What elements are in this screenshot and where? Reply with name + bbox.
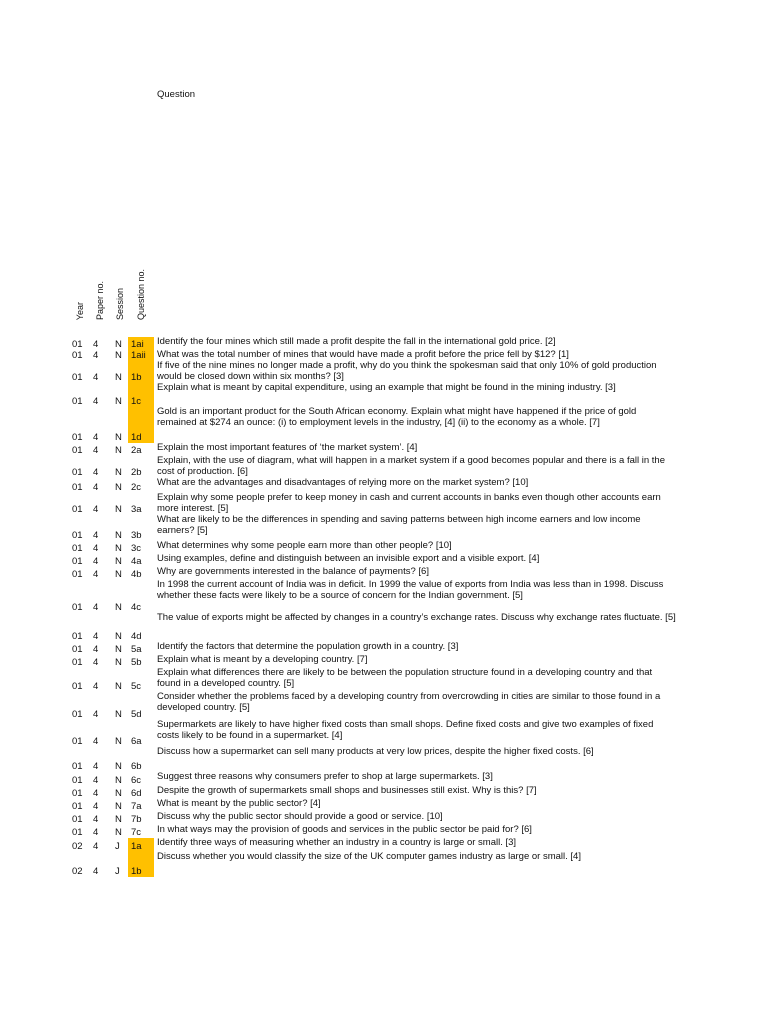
question-no-label: 5a	[131, 644, 142, 655]
paper-no-cell: 4	[93, 709, 99, 720]
question-text-cell: Explain what differences there are likely to be between the population structure found in a developing country and that found in a developed country. [5]	[157, 667, 653, 689]
table-row	[0, 838, 768, 852]
question-text-cell: Supermarkets are likely to have higher fixed costs than small shops. Define fixed costs and give two examples of fixed costs likely to be found in a supermarket. [4]	[157, 719, 654, 741]
question-no-cell	[128, 478, 154, 493]
question-no-label: 1d	[131, 432, 142, 443]
year-cell: 01	[72, 339, 83, 350]
question-text-cell: What are the advantages and disadvantages of relying more on the market system? [10]	[157, 477, 529, 488]
session-cell: N	[115, 761, 122, 772]
paper-no-cell: 4	[93, 788, 99, 799]
session-cell: N	[115, 657, 122, 668]
question-no-label: 4d	[131, 631, 142, 642]
question-text-cell: Suggest three reasons why consumers prefer to shop at large supermarkets. [3]	[157, 771, 493, 782]
paper-no-cell: 4	[93, 681, 99, 692]
table-row	[0, 407, 768, 443]
table-row	[0, 361, 768, 383]
year-cell: 01	[72, 657, 83, 668]
session-cell: N	[115, 504, 122, 515]
session-column-header: Session	[115, 287, 125, 320]
year-cell: 01	[72, 775, 83, 786]
question-text-cell: Why are governments interested in the balance of payments? [6]	[157, 566, 429, 577]
question-no-label: 2a	[131, 445, 142, 456]
year-cell: 01	[72, 372, 83, 383]
question-no-label: 4b	[131, 569, 142, 580]
question-no-cell	[128, 692, 154, 720]
year-cell: 01	[72, 569, 83, 580]
paper-no-cell: 4	[93, 866, 99, 877]
question-no-cell	[128, 580, 154, 613]
question-no-cell	[128, 772, 154, 786]
table-row	[0, 772, 768, 786]
session-cell: N	[115, 644, 122, 655]
question-no-label: 6a	[131, 736, 142, 747]
question-no-cell	[128, 655, 154, 668]
paper-no-cell: 4	[93, 372, 99, 383]
question-no-cell	[128, 456, 154, 478]
question-text-cell: What determines why some people earn more than other people? [10]	[157, 540, 452, 551]
paper-no-column-header: Paper no.	[95, 280, 105, 320]
session-cell: N	[115, 827, 122, 838]
year-cell: 01	[72, 827, 83, 838]
question-no-label: 1b	[131, 866, 142, 877]
table-row	[0, 383, 768, 407]
year-cell: 01	[72, 482, 83, 493]
question-text-cell: Explain the most important features of ‘the market system’. [4]	[157, 442, 418, 453]
table-row	[0, 747, 768, 772]
year-cell: 01	[72, 631, 83, 642]
question-no-cell	[128, 383, 154, 407]
question-no-label: 4a	[131, 556, 142, 567]
paper-no-cell: 4	[93, 467, 99, 478]
session-cell: N	[115, 530, 122, 541]
year-column-header: Year	[75, 301, 85, 320]
year-cell: 01	[72, 602, 83, 613]
paper-no-cell: 4	[93, 841, 99, 852]
paper-no-cell: 4	[93, 761, 99, 772]
question-no-label: 1c	[131, 396, 142, 407]
question-no-label: 1a	[131, 841, 142, 852]
question-table	[0, 337, 768, 877]
question-no-label: 6d	[131, 788, 142, 799]
session-cell: N	[115, 569, 122, 580]
table-row	[0, 613, 768, 642]
question-no-cell	[128, 541, 154, 554]
table-row	[0, 515, 768, 541]
paper-no-cell: 4	[93, 396, 99, 407]
question-no-label: 2c	[131, 482, 142, 493]
table-row	[0, 852, 768, 877]
session-cell: N	[115, 709, 122, 720]
question-text-cell: Despite the growth of supermarkets small shops and businesses still exist. Why is this? [7]	[157, 785, 537, 796]
question-no-label: 3b	[131, 530, 142, 541]
question-no-cell	[128, 361, 154, 383]
year-cell: 01	[72, 445, 83, 456]
question-text-cell: Explain what is meant by capital expenditure, using an example that might be found in the mining industry. [3]	[157, 382, 616, 393]
paper-no-cell: 4	[93, 801, 99, 812]
question-no-label: 5d	[131, 709, 142, 720]
question-text-cell: Explain what is meant by a developing country. [7]	[157, 654, 368, 665]
session-cell: N	[115, 445, 122, 456]
question-text-cell: In 1998 the current account of India was in deficit. In 1999 the value of exports from India was less than in 1998. Discuss whether these facts were likely to be a source of concern for the Indian government. [5]	[157, 579, 664, 601]
paper-no-cell: 4	[93, 827, 99, 838]
paper-no-cell: 4	[93, 602, 99, 613]
question-text-cell: Consider whether the problems faced by a developing country from overcrowding in cities are similar to those found in a developed country. [5]	[157, 691, 661, 713]
question-no-label: 2b	[131, 467, 142, 478]
question-no-label: 1aii	[131, 350, 146, 361]
question-no-cell	[128, 786, 154, 799]
question-no-label: 4c	[131, 602, 142, 613]
question-no-cell	[128, 747, 154, 772]
question-no-cell	[128, 642, 154, 655]
year-cell: 01	[72, 814, 83, 825]
session-cell: N	[115, 602, 122, 613]
session-cell: N	[115, 681, 122, 692]
question-no-cell	[128, 613, 154, 642]
year-cell: 01	[72, 467, 83, 478]
paper-no-cell: 4	[93, 775, 99, 786]
paper-no-cell: 4	[93, 339, 99, 350]
session-cell: N	[115, 631, 122, 642]
session-cell: N	[115, 482, 122, 493]
paper-no-cell: 4	[93, 631, 99, 642]
paper-no-cell: 4	[93, 644, 99, 655]
paper-no-cell: 4	[93, 736, 99, 747]
question-no-label: 7c	[131, 827, 142, 838]
question-no-cell	[128, 337, 154, 350]
year-cell: 01	[72, 644, 83, 655]
year-cell: 02	[72, 841, 83, 852]
question-text-cell: The value of exports might be affected by changes in a country’s exchange rates. Discuss why exchange rates fluctuate. [5]	[157, 612, 676, 623]
question-no-label: 3c	[131, 543, 142, 554]
paper-no-cell: 4	[93, 556, 99, 567]
paper-no-cell: 4	[93, 814, 99, 825]
session-cell: N	[115, 339, 122, 350]
paper-no-cell: 4	[93, 432, 99, 443]
question-text-cell: Gold is an important product for the South African economy. Explain what might have happened if the price of gold remained at $274 an ounce: (i) to employment levels in the industry, [4] (ii) to the economy as a whole. [7]	[157, 406, 637, 428]
paper-no-cell: 4	[93, 482, 99, 493]
question-no-label: 1b	[131, 372, 142, 383]
year-cell: 01	[72, 504, 83, 515]
year-cell: 01	[72, 801, 83, 812]
question-text-cell: Identify the four mines which still made a profit despite the fall in the international gold price. [2]	[157, 336, 556, 347]
year-cell: 01	[72, 681, 83, 692]
question-no-cell	[128, 825, 154, 838]
question-text-cell: Using examples, define and distinguish between an invisible export and a visible export. [4]	[157, 553, 540, 564]
question-no-label: 6b	[131, 761, 142, 772]
question-no-label: 3a	[131, 504, 142, 515]
table-row	[0, 786, 768, 799]
year-cell: 01	[72, 709, 83, 720]
question-text-cell: Explain why some people prefer to keep money in cash and current accounts in banks even though other accounts earn more interest. [5]	[157, 492, 661, 514]
session-cell: N	[115, 467, 122, 478]
session-cell: J	[115, 841, 120, 852]
session-cell: J	[115, 866, 120, 877]
session-cell: N	[115, 736, 122, 747]
question-no-cell	[128, 350, 154, 361]
table-row	[0, 668, 768, 692]
paper-no-cell: 4	[93, 569, 99, 580]
session-cell: N	[115, 801, 122, 812]
paper-no-cell: 4	[93, 657, 99, 668]
table-row	[0, 493, 768, 515]
question-no-label: 7b	[131, 814, 142, 825]
question-text-cell: In what ways may the provision of goods and services in the public sector be paid for? [6]	[157, 824, 532, 835]
year-cell: 01	[72, 788, 83, 799]
question-text-cell: What was the total number of mines that would have made a profit before the price fell by $12? [1]	[157, 349, 569, 360]
year-cell: 02	[72, 866, 83, 877]
question-text-cell: Discuss why the public sector should provide a good or service. [10]	[157, 811, 443, 822]
question-text-cell: Discuss whether you would classify the size of the UK computer games industry as large or small. [4]	[157, 851, 581, 862]
paper-no-cell: 4	[93, 445, 99, 456]
year-cell: 01	[72, 761, 83, 772]
question-text-cell: Explain, with the use of diagram, what will happen in a market system if a good becomes popular and there is a fall in the cost of production. [6]	[157, 455, 665, 477]
year-cell: 01	[72, 530, 83, 541]
year-cell: 01	[72, 736, 83, 747]
paper-no-cell: 4	[93, 350, 99, 361]
question-no-label: 6c	[131, 775, 142, 786]
question-no-cell	[128, 799, 154, 812]
table-row	[0, 720, 768, 747]
question-no-cell	[128, 443, 154, 456]
table-row	[0, 692, 768, 720]
question-no-label: 5c	[131, 681, 142, 692]
question-no-cell	[128, 720, 154, 747]
question-text-cell: If five of the nine mines no longer made a profit, why do you think the spokesman said that only 10% of gold production would be closed down within six months? [3]	[157, 360, 657, 382]
session-cell: N	[115, 556, 122, 567]
paper-no-cell: 4	[93, 530, 99, 541]
question-text-cell: Identify the factors that determine the population growth in a country. [3]	[157, 641, 459, 652]
question-column-header: Question	[157, 89, 196, 100]
table-row	[0, 478, 768, 493]
question-no-cell	[128, 812, 154, 825]
year-cell: 01	[72, 396, 83, 407]
question-no-column-header: Question no.	[136, 268, 146, 320]
session-cell: N	[115, 543, 122, 554]
session-cell: N	[115, 432, 122, 443]
question-no-cell	[128, 838, 154, 852]
session-cell: N	[115, 814, 122, 825]
paper-no-cell: 4	[93, 543, 99, 554]
table-row	[0, 580, 768, 613]
question-no-cell	[128, 668, 154, 692]
session-cell: N	[115, 775, 122, 786]
session-cell: N	[115, 350, 122, 361]
year-cell: 01	[72, 556, 83, 567]
question-no-cell	[128, 515, 154, 541]
table-row	[0, 642, 768, 655]
session-cell: N	[115, 396, 122, 407]
paper-no-cell: 4	[93, 504, 99, 515]
question-no-cell	[128, 554, 154, 567]
question-text-cell: Identify three ways of measuring whether an industry in a country is large or small. [3]	[157, 837, 517, 848]
year-cell: 01	[72, 350, 83, 361]
question-text-cell: Discuss how a supermarket can sell many products at very low prices, despite the higher fixed costs. [6]	[157, 746, 594, 757]
question-no-label: 1ai	[131, 339, 144, 350]
table-row	[0, 456, 768, 478]
question-text-cell: What are likely to be the differences in spending and saving patterns between high income earners and low income earners? [5]	[157, 514, 641, 536]
question-no-cell	[128, 407, 154, 443]
year-cell: 01	[72, 543, 83, 554]
question-no-cell	[128, 493, 154, 515]
question-no-label: 7a	[131, 801, 142, 812]
year-cell: 01	[72, 432, 83, 443]
question-text-cell: What is meant by the public sector? [4]	[157, 798, 321, 809]
session-cell: N	[115, 372, 122, 383]
question-no-label: 5b	[131, 657, 142, 668]
question-no-cell	[128, 852, 154, 877]
question-no-cell	[128, 567, 154, 580]
session-cell: N	[115, 788, 122, 799]
